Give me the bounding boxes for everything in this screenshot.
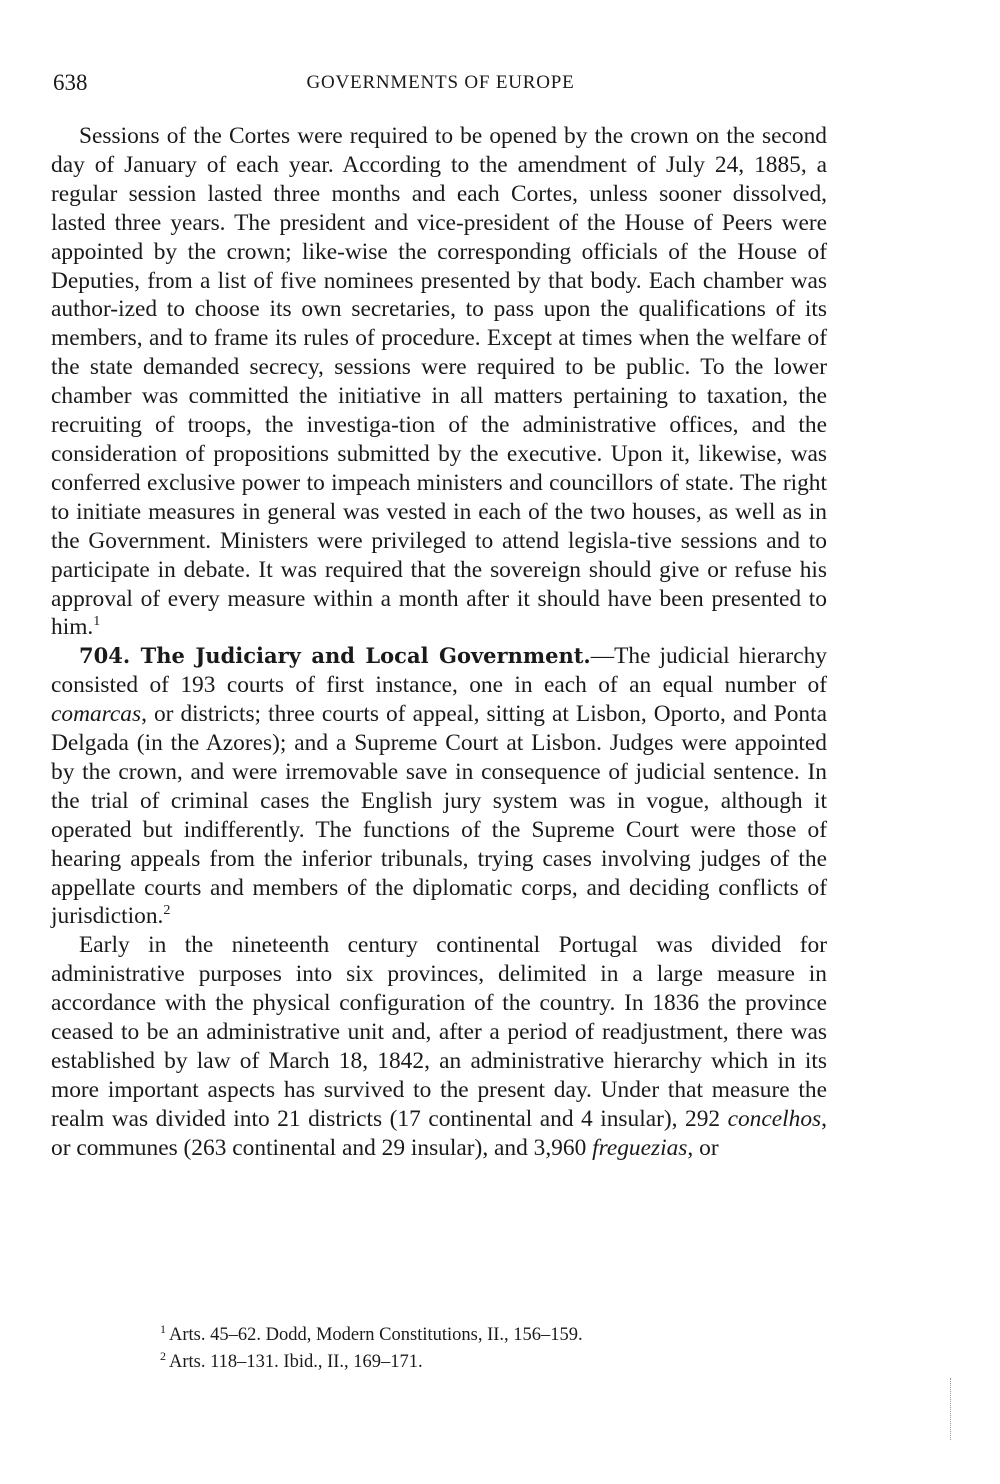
paragraph-text-continued: , or districts; three courts of appeal, sitting at Lisbon, Oporto, and Ponta Delgada (in the Azores); and a Supreme Court at Lisbon. Judges were appointed by the crown, and were irremovable save in consequence of judicial sentence. In the trial of criminal cases the English jury system was in vogue, although it operated but indifferently. The functions of the Supreme Court were those of hearing appeals from the inferior tribunals, trying cases involving judges of the appellate courts and members of the diplomatic corps, and deciding conflicts of jurisdiction. [51, 701, 827, 930]
paragraph-judiciary [51, 642, 827, 931]
paragraph-text-middle: , or communes (263 continental and 29 insular), and 3,960 [51, 1105, 827, 1161]
footnotes [160, 1322, 800, 1376]
paragraph-text-end: , or [687, 1134, 719, 1161]
footnote-text: Arts. 45–62. Dodd, Modern Constitutions, II., 156–159. [169, 1325, 583, 1345]
page-header [53, 70, 828, 100]
running-head: GOVERNMENTS OF EUROPE [306, 72, 575, 93]
italic-term-freguezias: freguezias [592, 1134, 688, 1161]
italic-term-concelhos: concelhos [727, 1105, 822, 1132]
paragraph-text: Sessions of the Cortes were required to be opened by the crown on the second day of January of each year. According to the amendment of July 24, 1885, a regular session lasted three months and each Cortes, unless sooner dissolved, lasted three years. The president and vice-president of the House of Peers were appointed by the crown; like-wise the corresponding officials of the House of Deputies, from a list of five nominees presented by that body. Each chamber was author-ized to choose its own secretaries, to pass upon the qualifications of its members, and to frame its rules of procedure. Except at times when the welfare of the state demanded secrecy, sessions were required to be public. To the lower chamber was committed the initiative in all matters pertaining to taxation, the recruiting of troops, the investiga-tion of the administrative offices, and the consideration of propositions submitted by the executive. Upon it, likewise, was conferred exclusive power to impeach ministers and councillors of state. The right to initiate measures in general was vested in each of the two houses, as well as in the Government. Ministers were privileged to attend legisla-tive sessions and to participate in debate. It was required that the sovereign should give or refuse his approval of every measure within a month after it should have been presented to him. [51, 123, 827, 641]
section-heading-704: 704. The Judiciary and Local Government. [79, 643, 591, 669]
footnote-ref-1: 1 [93, 614, 101, 630]
footnote-mark: 2 [160, 1348, 166, 1363]
paragraph-cortes-sessions [51, 122, 827, 642]
footnote-ref-2: 2 [163, 903, 171, 919]
footnote-text: Arts. 118–131. Ibid., II., 169–171. [169, 1352, 423, 1372]
paragraph-text: —The judicial hierarchy consisted of 193 courts of first instance, one in each of an equal number of [51, 643, 827, 699]
page-number: 638 [53, 70, 88, 95]
main-text [51, 122, 827, 1163]
footnote-1 [160, 1322, 800, 1349]
paragraph-text: Early in the nineteenth century continental Portugal was divided for administrative purposes into six provinces, delimited in a large measure in accordance with the physical configuration of the country. In 1836 the province ceased to be an administrative unit and, after a period of readjustment, there was established by law of March 18, 1842, an administrative hierarchy which in its more important aspects has survived to the present day. Under that measure the realm was divided into 21 districts (17 continental and 4 insular), 292 [51, 932, 827, 1132]
scan-margin-mark [950, 1378, 951, 1440]
italic-term-comarcas: comarcas [51, 701, 142, 728]
footnote-2 [160, 1349, 800, 1376]
footnote-mark: 1 [160, 1321, 166, 1336]
paragraph-administrative-divisions [51, 931, 827, 1162]
